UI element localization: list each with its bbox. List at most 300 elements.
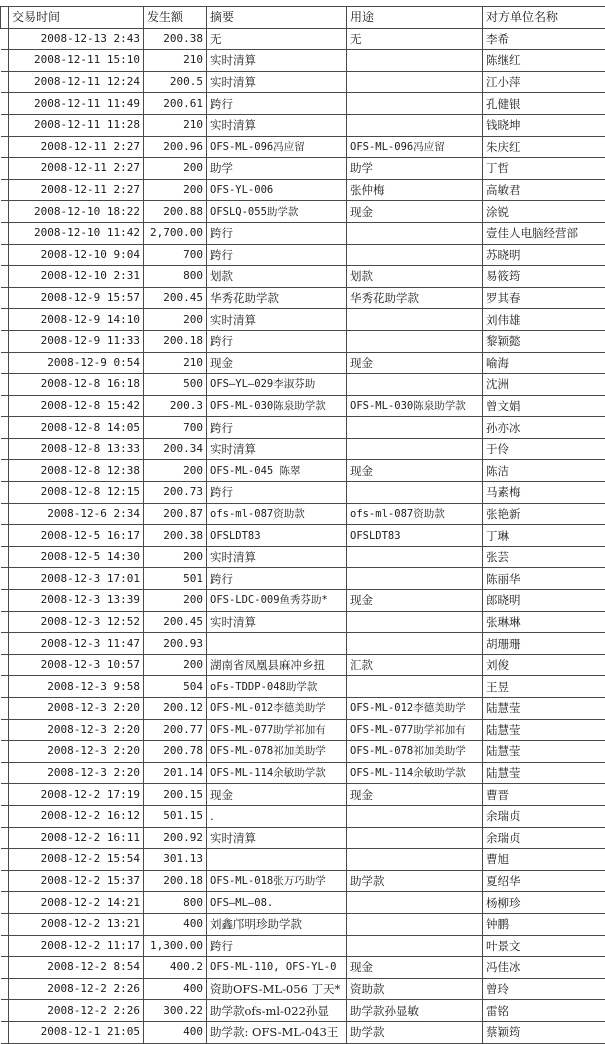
cell-party: 孔健银 (483, 93, 605, 115)
table-row (1, 222, 605, 244)
row-edge (1, 784, 9, 806)
cell-purpose: 现金 (347, 957, 483, 979)
cell-purpose (347, 546, 483, 568)
cell-party: 刘俊 (483, 654, 605, 676)
cell-amount: 1,300.00 (144, 935, 207, 957)
cell-summary: 跨行 (207, 935, 347, 957)
cell-party: 陈丽华 (483, 568, 605, 590)
row-edge (1, 978, 9, 1000)
cell-amount: 200.77 (144, 719, 207, 741)
row-edge (1, 222, 9, 244)
cell-amount: 200 (144, 158, 207, 180)
cell-party: 陆慧莹 (483, 698, 605, 720)
cell-time: 2008-12-3 2:20 (9, 698, 144, 720)
cell-party: 雷铭 (483, 1000, 605, 1022)
cell-amount: 500 (144, 374, 207, 396)
cell-summary: 实时清算 (207, 71, 347, 93)
cell-purpose: ofs-ml-087资助款 (347, 503, 483, 525)
cell-party: 钱晓坤 (483, 114, 605, 136)
cell-party: 壹佳人电脑经营部 (483, 222, 605, 244)
row-edge (1, 482, 9, 504)
cell-purpose (347, 482, 483, 504)
cell-party: 郎晓明 (483, 590, 605, 612)
table-row (1, 179, 605, 201)
cell-purpose: 划款 (347, 266, 483, 288)
row-edge (1, 266, 9, 288)
cell-party: 江小萍 (483, 71, 605, 93)
cell-amount: 200.93 (144, 633, 207, 655)
cell-time: 2008-12-2 15:54 (9, 849, 144, 871)
cell-summary: . (207, 805, 347, 827)
cell-party: 孙亦冰 (483, 417, 605, 439)
cell-time: 2008-12-8 12:15 (9, 482, 144, 504)
cell-summary: 跨行 (207, 93, 347, 115)
table-row (1, 611, 605, 633)
table-row (1, 525, 605, 547)
cell-summary: 实时清算 (207, 438, 347, 460)
cell-party: 胡珊珊 (483, 633, 605, 655)
table-row (1, 892, 605, 914)
cell-purpose: 现金 (347, 352, 483, 374)
cell-time: 2008-12-8 12:38 (9, 460, 144, 482)
cell-summary (207, 633, 347, 655)
cell-amount: 400.2 (144, 957, 207, 979)
cell-time: 2008-12-3 9:58 (9, 676, 144, 698)
cell-time: 2008-12-10 18:22 (9, 201, 144, 223)
table-row (1, 568, 605, 590)
table-row (1, 957, 605, 979)
cell-time: 2008-12-8 15:42 (9, 395, 144, 417)
cell-purpose (347, 611, 483, 633)
cell-amount: 200.38 (144, 28, 207, 50)
row-edge (1, 870, 9, 892)
cell-amount: 400 (144, 1021, 207, 1043)
cell-amount: 200 (144, 654, 207, 676)
row-edge (1, 287, 9, 309)
row-edge (1, 93, 9, 115)
cell-party: 丁哲 (483, 158, 605, 180)
cell-party: 冯佳冰 (483, 957, 605, 979)
cell-amount: 200 (144, 460, 207, 482)
cell-summary: 实时清算 (207, 611, 347, 633)
row-edge (1, 352, 9, 374)
table-row (1, 719, 605, 741)
cell-party: 张芸 (483, 546, 605, 568)
row-edge (1, 913, 9, 935)
cell-summary: OFS—YL—029李淑芬助 (207, 374, 347, 396)
table-row (1, 287, 605, 309)
row-edge (1, 698, 9, 720)
cell-purpose (347, 892, 483, 914)
row-edge (1, 827, 9, 849)
cell-amount: 200.88 (144, 201, 207, 223)
table-row (1, 590, 605, 612)
row-edge (1, 309, 9, 331)
cell-party: 陈洁 (483, 460, 605, 482)
cell-party: 曾文娟 (483, 395, 605, 417)
cell-purpose: 资助款 (347, 978, 483, 1000)
table-row (1, 935, 605, 957)
row-edge (1, 741, 9, 763)
cell-time: 2008-12-11 2:27 (9, 158, 144, 180)
row-edge (1, 71, 9, 93)
table-row (1, 698, 605, 720)
table-row (1, 28, 605, 50)
cell-purpose: OFS-ML-114余敏助学款 (347, 762, 483, 784)
cell-amount: 210 (144, 352, 207, 374)
cell-amount: 200.38 (144, 525, 207, 547)
row-edge (1, 1021, 9, 1043)
cell-summary: 实时清算 (207, 309, 347, 331)
cell-summary (207, 849, 347, 871)
cell-amount: 400 (144, 978, 207, 1000)
row-edge (1, 7, 9, 29)
table-row (1, 244, 605, 266)
table-row (1, 1021, 605, 1043)
cell-party: 陆慧莹 (483, 741, 605, 763)
table-row (1, 352, 605, 374)
row-edge (1, 676, 9, 698)
cell-summary: OFS-ML-096冯应留 (207, 136, 347, 158)
cell-purpose: 华秀花助学款 (347, 287, 483, 309)
cell-purpose: OFS-ML-077助学祁加有 (347, 719, 483, 741)
cell-summary: ofs-ml-087资助款 (207, 503, 347, 525)
row-edge (1, 633, 9, 655)
cell-summary: 现金 (207, 352, 347, 374)
cell-summary: OFS-ML-110, OFS-YL-0 (207, 957, 347, 979)
cell-time: 2008-12-8 13:33 (9, 438, 144, 460)
cell-summary: OFS-ML-030陈泉助学款 (207, 395, 347, 417)
table-row (1, 93, 605, 115)
row-edge (1, 892, 9, 914)
cell-summary: 无 (207, 28, 347, 50)
table-row (1, 330, 605, 352)
cell-summary: OFS-ML-045 陈翠 (207, 460, 347, 482)
row-edge (1, 654, 9, 676)
cell-time: 2008-12-3 17:01 (9, 568, 144, 590)
row-edge (1, 136, 9, 158)
cell-amount: 2,700.00 (144, 222, 207, 244)
cell-amount: 200.45 (144, 611, 207, 633)
row-edge (1, 201, 9, 223)
cell-party: 陆慧莹 (483, 762, 605, 784)
table-row (1, 438, 605, 460)
cell-party: 高敏君 (483, 179, 605, 201)
cell-summary: 跨行 (207, 568, 347, 590)
cell-party: 丁琳 (483, 525, 605, 547)
cell-summary: OFSLQ-055助学款 (207, 201, 347, 223)
row-edge (1, 568, 9, 590)
cell-summary: 助学款: OFS-ML-043王 (207, 1021, 347, 1043)
row-edge (1, 374, 9, 396)
table-row (1, 460, 605, 482)
table-row (1, 114, 605, 136)
cell-amount: 200.87 (144, 503, 207, 525)
cell-purpose (347, 935, 483, 957)
cell-party: 罗其春 (483, 287, 605, 309)
row-edge (1, 114, 9, 136)
cell-purpose (347, 71, 483, 93)
cell-time: 2008-12-3 13:39 (9, 590, 144, 612)
row-edge (1, 395, 9, 417)
cell-purpose (347, 568, 483, 590)
row-edge (1, 438, 9, 460)
cell-time: 2008-12-2 2:26 (9, 978, 144, 1000)
cell-summary: OFS-ML-012李德美助学 (207, 698, 347, 720)
cell-time: 2008-12-9 0:54 (9, 352, 144, 374)
cell-summary: 刘鑫邝明珍助学款 (207, 913, 347, 935)
cell-summary: 实时清算 (207, 50, 347, 72)
row-edge (1, 546, 9, 568)
cell-party: 陆慧莹 (483, 719, 605, 741)
table-row (1, 978, 605, 1000)
cell-summary: OFS-ML-018张万巧助学 (207, 870, 347, 892)
cell-purpose: 无 (347, 28, 483, 50)
table-row (1, 546, 605, 568)
row-edge (1, 935, 9, 957)
cell-summary: 跨行 (207, 482, 347, 504)
table-row (1, 417, 605, 439)
cell-summary: 湖南省凤凰县麻冲乡扭 (207, 654, 347, 676)
cell-party: 蔡颖筠 (483, 1021, 605, 1043)
cell-time: 2008-12-2 2:26 (9, 1000, 144, 1022)
row-edge (1, 158, 9, 180)
cell-summary: 现金 (207, 784, 347, 806)
cell-purpose (347, 913, 483, 935)
cell-party: 刘伟雄 (483, 309, 605, 331)
cell-amount: 200.15 (144, 784, 207, 806)
cell-party: 张艳新 (483, 503, 605, 525)
header-row (1, 7, 605, 29)
cell-party: 喻海 (483, 352, 605, 374)
row-edge (1, 50, 9, 72)
table-row (1, 633, 605, 655)
cell-amount: 700 (144, 244, 207, 266)
row-edge (1, 28, 9, 50)
cell-amount: 501.15 (144, 805, 207, 827)
cell-summary: 跨行 (207, 417, 347, 439)
row-edge (1, 1000, 9, 1022)
cell-purpose: 助学款 (347, 1021, 483, 1043)
transaction-table (0, 6, 605, 1044)
cell-time: 2008-12-8 14:05 (9, 417, 144, 439)
cell-summary: 助学款ofs-ml-022孙显 (207, 1000, 347, 1022)
header-purpose: 用途 (347, 7, 483, 29)
cell-summary: 跨行 (207, 222, 347, 244)
row-edge (1, 460, 9, 482)
cell-party: 于伶 (483, 438, 605, 460)
cell-time: 2008-12-8 16:18 (9, 374, 144, 396)
cell-time: 2008-12-11 2:27 (9, 136, 144, 158)
table-body (1, 28, 605, 1043)
cell-summary: OFS-YL-006 (207, 179, 347, 201)
table-row (1, 71, 605, 93)
row-edge (1, 611, 9, 633)
cell-amount: 200 (144, 590, 207, 612)
cell-time: 2008-12-9 11:33 (9, 330, 144, 352)
cell-time: 2008-12-3 11:47 (9, 633, 144, 655)
cell-time: 2008-12-10 2:31 (9, 266, 144, 288)
cell-purpose (347, 244, 483, 266)
cell-time: 2008-12-11 12:24 (9, 71, 144, 93)
cell-summary: 实时清算 (207, 546, 347, 568)
cell-time: 2008-12-11 15:10 (9, 50, 144, 72)
cell-purpose (347, 633, 483, 655)
row-edge (1, 719, 9, 741)
cell-amount: 200.45 (144, 287, 207, 309)
cell-purpose (347, 93, 483, 115)
cell-purpose: 汇款 (347, 654, 483, 676)
cell-summary: 实时清算 (207, 114, 347, 136)
table-row (1, 870, 605, 892)
cell-party: 张琳琳 (483, 611, 605, 633)
cell-purpose (347, 676, 483, 698)
cell-purpose: 现金 (347, 201, 483, 223)
cell-amount: 200 (144, 179, 207, 201)
cell-purpose (347, 50, 483, 72)
cell-party: 苏晓明 (483, 244, 605, 266)
row-edge (1, 179, 9, 201)
cell-party: 涂锐 (483, 201, 605, 223)
cell-amount: 200.3 (144, 395, 207, 417)
cell-summary: 划款 (207, 266, 347, 288)
table-row (1, 395, 605, 417)
cell-amount: 200.78 (144, 741, 207, 763)
table-row (1, 676, 605, 698)
cell-time: 2008-12-11 11:28 (9, 114, 144, 136)
table-row (1, 1000, 605, 1022)
cell-party: 叶景文 (483, 935, 605, 957)
cell-amount: 300.22 (144, 1000, 207, 1022)
cell-time: 2008-12-3 2:20 (9, 762, 144, 784)
cell-purpose (347, 417, 483, 439)
cell-time: 2008-12-2 16:12 (9, 805, 144, 827)
cell-summary: 助学 (207, 158, 347, 180)
cell-party: 曾玲 (483, 978, 605, 1000)
table-row (1, 503, 605, 525)
cell-summary: OFS—ML—08. (207, 892, 347, 914)
table-row (1, 482, 605, 504)
cell-party: 钟鹏 (483, 913, 605, 935)
cell-purpose: 现金 (347, 590, 483, 612)
cell-purpose (347, 114, 483, 136)
cell-time: 2008-12-3 2:20 (9, 741, 144, 763)
table-row (1, 50, 605, 72)
table-row (1, 374, 605, 396)
table-row (1, 849, 605, 871)
cell-time: 2008-12-2 8:54 (9, 957, 144, 979)
table-row (1, 805, 605, 827)
cell-summary: OFS-LDC-009鱼秀芬助* (207, 590, 347, 612)
cell-party: 易筱筠 (483, 266, 605, 288)
cell-summary: 实时清算 (207, 827, 347, 849)
cell-time: 2008-12-9 15:57 (9, 287, 144, 309)
row-edge (1, 805, 9, 827)
cell-purpose (347, 330, 483, 352)
cell-purpose: 现金 (347, 460, 483, 482)
cell-party: 曹旭 (483, 849, 605, 871)
cell-summary: 跨行 (207, 330, 347, 352)
header-time: 交易时间 (9, 7, 144, 29)
table-row (1, 741, 605, 763)
cell-time: 2008-12-11 11:49 (9, 93, 144, 115)
cell-amount: 200 (144, 309, 207, 331)
cell-summary: 华秀花助学款 (207, 287, 347, 309)
row-edge (1, 525, 9, 547)
cell-time: 2008-12-9 14:10 (9, 309, 144, 331)
cell-purpose: 助学 (347, 158, 483, 180)
row-edge (1, 244, 9, 266)
cell-purpose: OFS-ML-096冯应留 (347, 136, 483, 158)
cell-amount: 200.92 (144, 827, 207, 849)
cell-purpose: OFS-ML-078祁加美助学 (347, 741, 483, 763)
cell-summary: OFSLDT83 (207, 525, 347, 547)
cell-summary: OFS-ML-114余敏助学款 (207, 762, 347, 784)
cell-time: 2008-12-5 14:30 (9, 546, 144, 568)
table-row (1, 762, 605, 784)
cell-time: 2008-12-2 13:21 (9, 913, 144, 935)
cell-summary: oFs-TDDP-048助学款 (207, 676, 347, 698)
cell-amount: 200.5 (144, 71, 207, 93)
cell-purpose (347, 805, 483, 827)
cell-amount: 800 (144, 266, 207, 288)
cell-amount: 200.12 (144, 698, 207, 720)
cell-amount: 200.18 (144, 870, 207, 892)
cell-amount: 200.61 (144, 93, 207, 115)
cell-amount: 210 (144, 114, 207, 136)
cell-time: 2008-12-11 2:27 (9, 179, 144, 201)
cell-time: 2008-12-2 14:21 (9, 892, 144, 914)
cell-party: 沈洲 (483, 374, 605, 396)
cell-amount: 201.14 (144, 762, 207, 784)
table-row (1, 201, 605, 223)
cell-amount: 200 (144, 546, 207, 568)
header-party: 对方单位名称 (483, 7, 605, 29)
cell-purpose (347, 827, 483, 849)
table-row (1, 309, 605, 331)
table-row (1, 654, 605, 676)
table-row (1, 913, 605, 935)
table-row (1, 784, 605, 806)
row-edge (1, 762, 9, 784)
cell-amount: 700 (144, 417, 207, 439)
cell-purpose: 张仲梅 (347, 179, 483, 201)
row-edge (1, 590, 9, 612)
cell-summary: OFS-ML-077助学祁加有 (207, 719, 347, 741)
cell-purpose: 助学款孙显敏 (347, 1000, 483, 1022)
cell-party: 马素梅 (483, 482, 605, 504)
cell-amount: 800 (144, 892, 207, 914)
cell-party: 陈继红 (483, 50, 605, 72)
transaction-sheet (0, 6, 605, 1044)
cell-purpose (347, 438, 483, 460)
table-row (1, 827, 605, 849)
cell-party: 李希 (483, 28, 605, 50)
cell-amount: 504 (144, 676, 207, 698)
table-row (1, 266, 605, 288)
cell-purpose: OFS-ML-012李德美助学 (347, 698, 483, 720)
cell-amount: 501 (144, 568, 207, 590)
cell-summary: 跨行 (207, 244, 347, 266)
cell-time: 2008-12-5 16:17 (9, 525, 144, 547)
cell-party: 余瑞贞 (483, 805, 605, 827)
cell-summary: 资助OFS-ML-056 丁天* (207, 978, 347, 1000)
table-row (1, 158, 605, 180)
cell-time: 2008-12-1 21:05 (9, 1021, 144, 1043)
row-edge (1, 503, 9, 525)
cell-purpose: OFSLDT83 (347, 525, 483, 547)
cell-time: 2008-12-13 2:43 (9, 28, 144, 50)
